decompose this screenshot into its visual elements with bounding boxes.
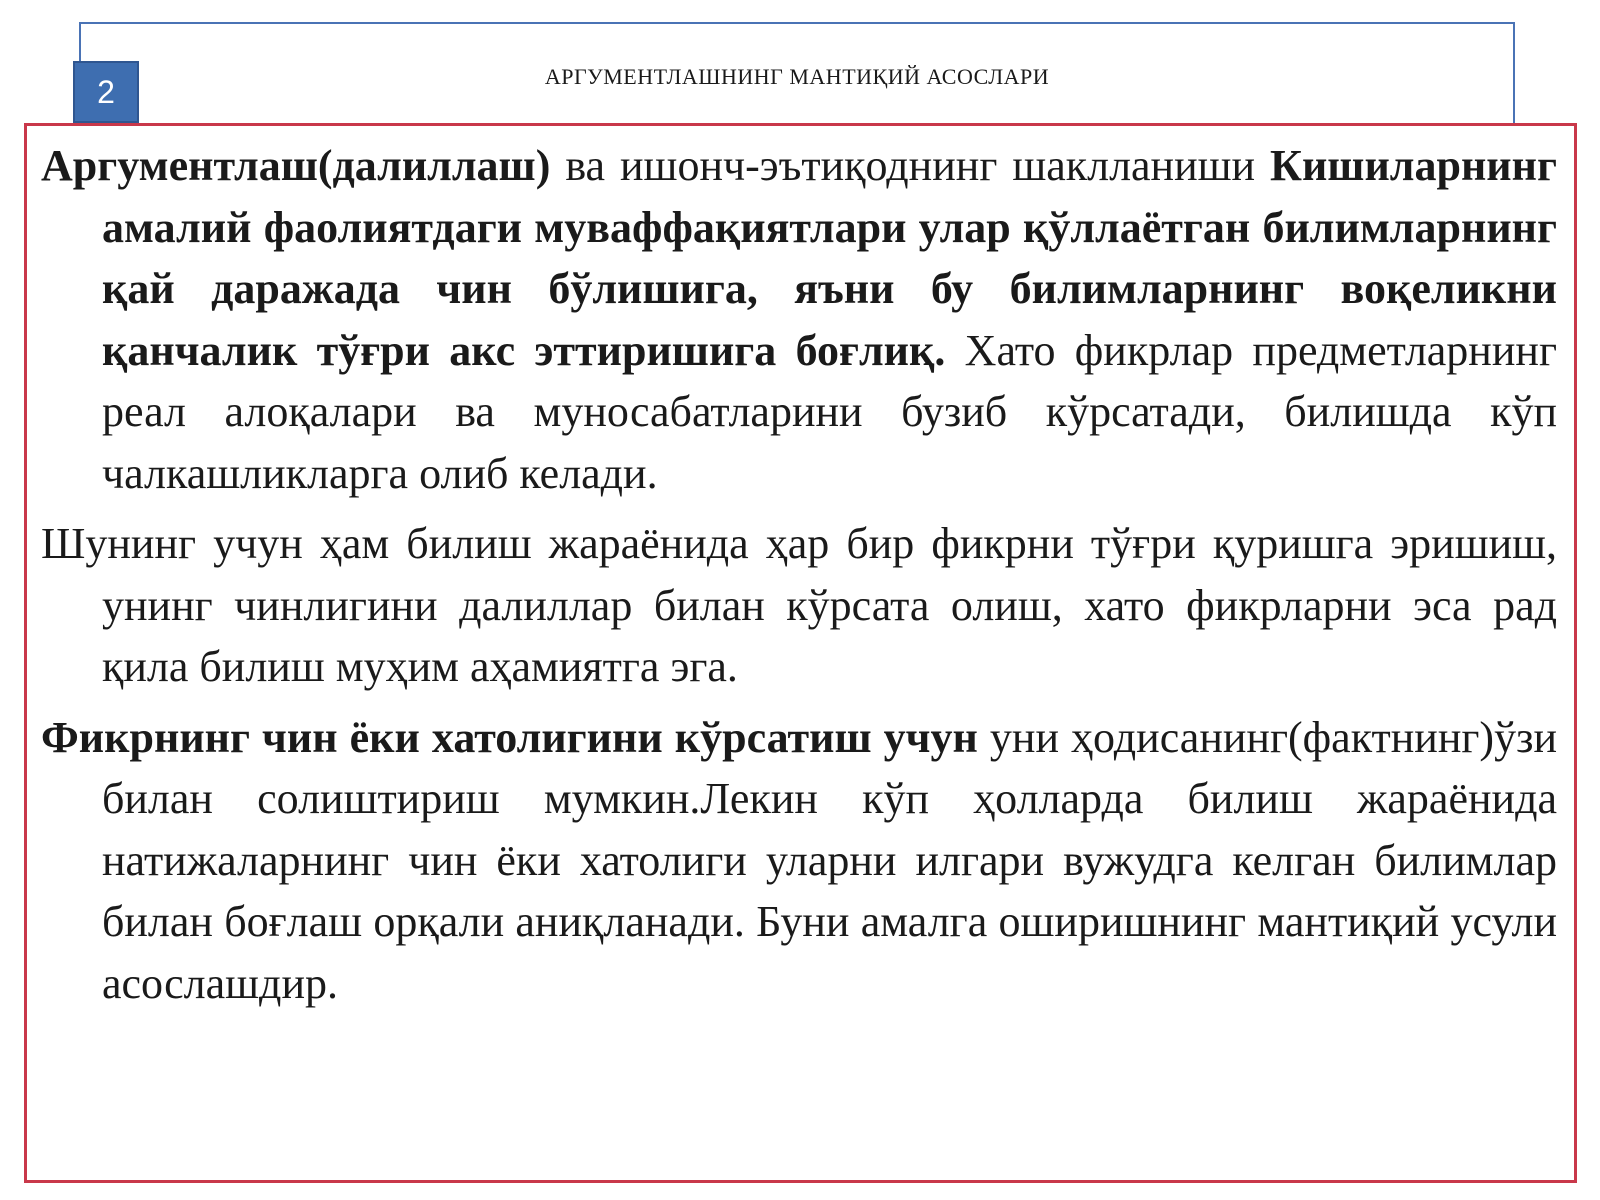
paragraph-1 <box>41 135 1557 504</box>
paragraph-1-bold-mid: Кишиларнинг амалий фаолиятдаги муваффақиятлари улар қўллаётган билимларнинг қай даражада чин бўлишига, яъни бу билимларнинг воқеликни қанчалик тўғри акс эттиришига боғлиқ. <box>102 141 1557 375</box>
paragraph-3-bold-lead: Фикрнинг чин ёки хатолигини кўрсатиш учун <box>41 712 978 762</box>
paragraph-2 <box>41 513 1557 698</box>
paragraph-1-text-2: Хато фикрлар предметларнинг реал алоқалари ва муносабатларини бузиб кўрсатади, билишда кўп чалкашликларга олиб келади. <box>102 325 1557 498</box>
paragraph-2-text: Шунинг учун ҳам билиш жараёнида ҳар бир фикрни тўғри қуришга эришиш, унинг чинлигини далиллар билан кўрсата олиш, хато фикрларни эса рад қила билиш муҳим аҳамиятга эга. <box>41 519 1557 691</box>
paragraph-3-text: уни ҳодисанинг(фактнинг)ўзи билан солиштириш мумкин.Лекин кўп ҳолларда билиш жараёнида натижаларнинг чин ёки хатолиги уларни илгари вужудга келган билимлар билан боғлаш орқали аниқланади. Буни амалга оширишнинг мантиқий усули асослашдир. <box>102 712 1557 1008</box>
paragraph-1-text-1: ва ишонч-эътиқоднинг шаклланиши <box>550 141 1271 190</box>
slide-title: АРГУМЕНТЛАШНИНГ МАНТИҚИЙ АСОСЛАРИ <box>544 64 1050 89</box>
header-frame <box>79 22 1515 126</box>
slide-body <box>41 135 1557 1014</box>
paragraph-3 <box>41 707 1557 1015</box>
slide-number-badge: 2 <box>73 61 139 123</box>
paragraph-1-bold-lead: Аргументлаш(далиллаш) <box>41 141 551 190</box>
